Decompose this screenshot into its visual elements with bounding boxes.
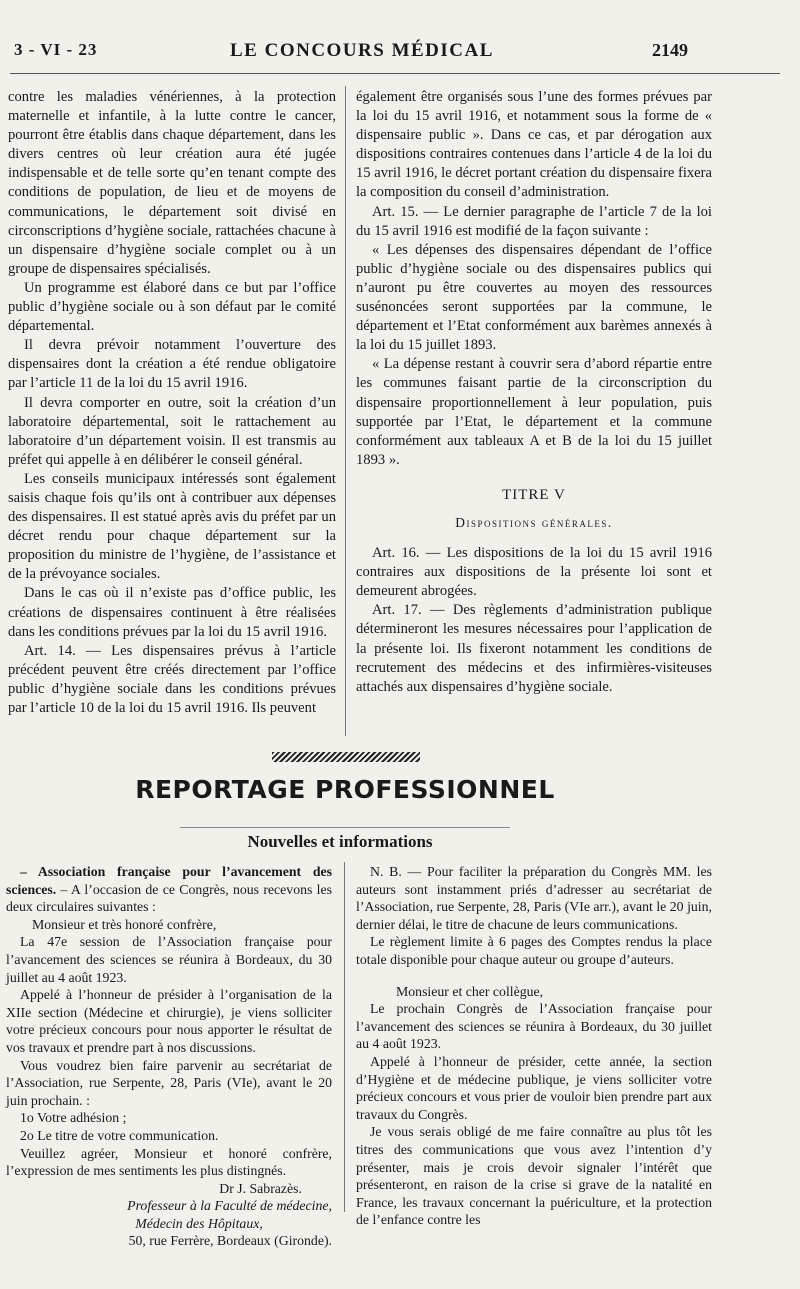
paragraph: Il devra prévoir notamment l’ouverture des dispensaires dont la création a été rendue obligatoire par l’article 11 de la loi du 15 avril 1916. — [8, 337, 336, 392]
left-column-top — [8, 88, 336, 718]
paragraph: « Les dépenses des dispensaires dépendant de l’office public d’hygiène sociale ou des dispensaires publics qui n’auront pu être couvertes au moyen des ressources susénoncées seront supportées par la commune, le département et l’Etat conformément aux barèmes annexés à la loi du 15 juillet 1893. — [356, 241, 712, 354]
dispositions-heading: Dispositions générales. — [455, 514, 613, 530]
paragraph: Le prochain Congrès de l’Association française pour l’avancement des sciences se réunira à Bordeaux, du 30 juillet au 4 août 1923. — [356, 1001, 712, 1052]
issue-date: 3 - VI - 23 — [14, 40, 98, 59]
paragraph: Dans le cas où il n’existe pas d’office public, les créations de dispensaires continuent à être réalisées dans les conditions prévues par la loi du 15 avril 1916. — [8, 585, 336, 640]
paragraph: N. B. — Pour faciliter la préparation du Congrès MM. les auteurs sont instamment priés d’adresser au secrétariat de l’Association, rue Serpente, 28, Paris (VIe arr.), avant le 20 juin, dernier délai, le titre de chacune de leurs communications. — [356, 864, 712, 932]
header-rule — [10, 73, 780, 74]
paragraph: Art. 17. — Des règlements d’administration publique détermineront les mesures nécessaires pour l’application de la présente loi. Ils fixeront notamment les conditions de recrutement des médecins et des infirmières-visiteuses attachés aux dispensaires d’hygiène sociale. — [356, 602, 712, 695]
signature-title: Professeur à la Faculté de médecine, — [127, 1198, 332, 1214]
paragraph: Les conseils municipaux intéressés sont également saisis chaque fois qu’ils ont à contribuer aux dépenses des dispensaires. Il est statué après avis du préfet par un décret rendu pour chaque département sur la proposition du ministre de l’hygiène, de l’assistance et de la prévoyance sociales. — [8, 470, 336, 583]
item-heading: – Association française pour l’avancement des sciences. — [6, 864, 332, 897]
paragraph: Un programme est élaboré dans ce but par l’office public d’hygiène sociale ou à son défaut par le comité départemental. — [8, 279, 336, 335]
signature-address: 50, rue Ferrère, Bordeaux (Gironde). — [128, 1233, 332, 1249]
separator-ornament — [272, 752, 420, 762]
paragraph: Art. 15. — Le dernier paragraphe de l’article 7 de la loi du 15 avril 1916 est modifié de la façon suivante : — [356, 203, 712, 239]
journal-title: LE CONCOURS MÉDICAL — [230, 40, 494, 61]
column-divider — [345, 86, 346, 736]
paragraph: Veuillez agréer, Monsieur et honoré confrère, l’expression de mes sentiments les plus distingnés. — [6, 1145, 332, 1179]
titre-heading: TITRE V — [502, 486, 566, 503]
page-header — [0, 40, 800, 70]
paragraph: contre les maladies vénériennes, à la protection maternelle et infantile, à la lutte contre le cancer, pourront être établis dans chaque département, dans les divers centres où leur création aura été jugée indispensable et de telle sorte qu’en tenant compte des conditions de population, de lieu et de moyens de communications, le département soit divisé en circonscriptions d’hygiène sociale, rattachées chacune à un dispensaire d’hygiène sociale complet ou à un groupe de dispensaires spécialisés. — [8, 89, 336, 277]
paragraph: 2o Le titre de votre communication. — [20, 1127, 219, 1143]
salutation: Monsieur et très honoré confrère, — [32, 916, 217, 932]
paragraph: 1o Votre adhésion ; — [20, 1110, 127, 1126]
paragraph: La 47e session de l’Association française pour l’avancement des sciences se réunira à Bordeaux, du 30 juillet au 4 août 1923. — [6, 934, 332, 985]
paragraph: Vous voudrez bien faire parvenir au secrétariat de l’Association, rue Serpente, 28, Paris (VIe), avant le 20 juin prochain. : — [6, 1057, 332, 1108]
left-column-bottom — [6, 863, 332, 1250]
signature: Dr J. Sabrazès. — [219, 1180, 302, 1196]
item-intro: – A l’occasion de ce Congrès, nous recevons les deux circulaires suivantes : — [6, 881, 332, 915]
paragraph: Art. 14. — Les dispensaires prévus à l’article précédent peuvent être créés directement par l’office public d’hygiène sociale dans les conditions prévues par l’article 10 de la loi du 15 avril 1916. Ils peuvent — [8, 642, 336, 716]
paragraph — [6, 863, 332, 916]
right-column-bottom — [356, 863, 712, 1229]
signature-title: Médecin des Hôpitaux, — [135, 1215, 263, 1231]
paragraph: Appelé à l’honneur de présider à l’organisation de la XIIe section (Médecine et chirurgie), je viens solliciter votre précieux concours pour nous apporter le résultat de vos travaux et prendre part à nos discussions. — [6, 987, 332, 1055]
paragraph: Art. 16. — Les dispositions de la loi du 15 avril 1916 contraires aux dispositions de la présente loi sont et demeurent abrogées. — [356, 545, 712, 600]
page-number: 2149 — [652, 40, 688, 60]
section-subtitle: Nouvelles et informations — [247, 832, 433, 851]
paragraph: « La dépense restant à couvrir sera d’abord répartie entre les communes faisant partie de la circonscription du dispensaire proportionnellement à leur population, puis supportée par l’Etat, le département et la commune conformément aux tableaux A et B de la loi du 15 juillet 1893 ». — [356, 356, 712, 468]
section-title: REPORTAGE PROFESSIONNEL — [135, 775, 555, 804]
salutation: Monsieur et cher collègue, — [396, 983, 544, 999]
paragraph: Je vous serais obligé de me faire connaître au plus tôt les titres des communications que vous avez l’intention d’y présenter, mais je crois devoir signaler l’intérêt que présenteront, en raison de la crise si grave de la natalité en France, les travaux concernant la puériculture, et la protection de l’enfance contre les — [356, 1124, 712, 1228]
paragraph: Il devra comporter en outre, soit la création d’un laboratoire départemental, soit le rattachement au laboratoire d’un département voisin. Il est transmis au préfet qui appelle à en délibérer le conseil général. — [8, 394, 336, 468]
paragraph: Le règlement limite à 6 pages des Comptes rendus la place totale disponible pour chaque auteur ou groupe d’auteurs. — [356, 934, 712, 967]
paragraph: également être organisés sous l’une des formes prévues par la loi du 15 avril 1916, et notamment sous la forme de « dispensaire public ». Dans ce cas, et par dérogation aux dispositions contraires contenues dans l’article 4 de la loi du 15 avril 1916, le décret portant création du dispensaire fixera la composition du conseil d’administration. — [356, 89, 712, 201]
paragraph: Appelé à l’honneur de présider, cette année, la section d’Hygiène et de médecine publique, je viens solliciter votre précieux concours et vous prier de vouloir bien prendre part aux travaux du Congrès. — [356, 1053, 712, 1122]
subtitle-rule — [180, 827, 510, 828]
right-column-top — [356, 88, 712, 697]
column-divider — [344, 862, 345, 1212]
